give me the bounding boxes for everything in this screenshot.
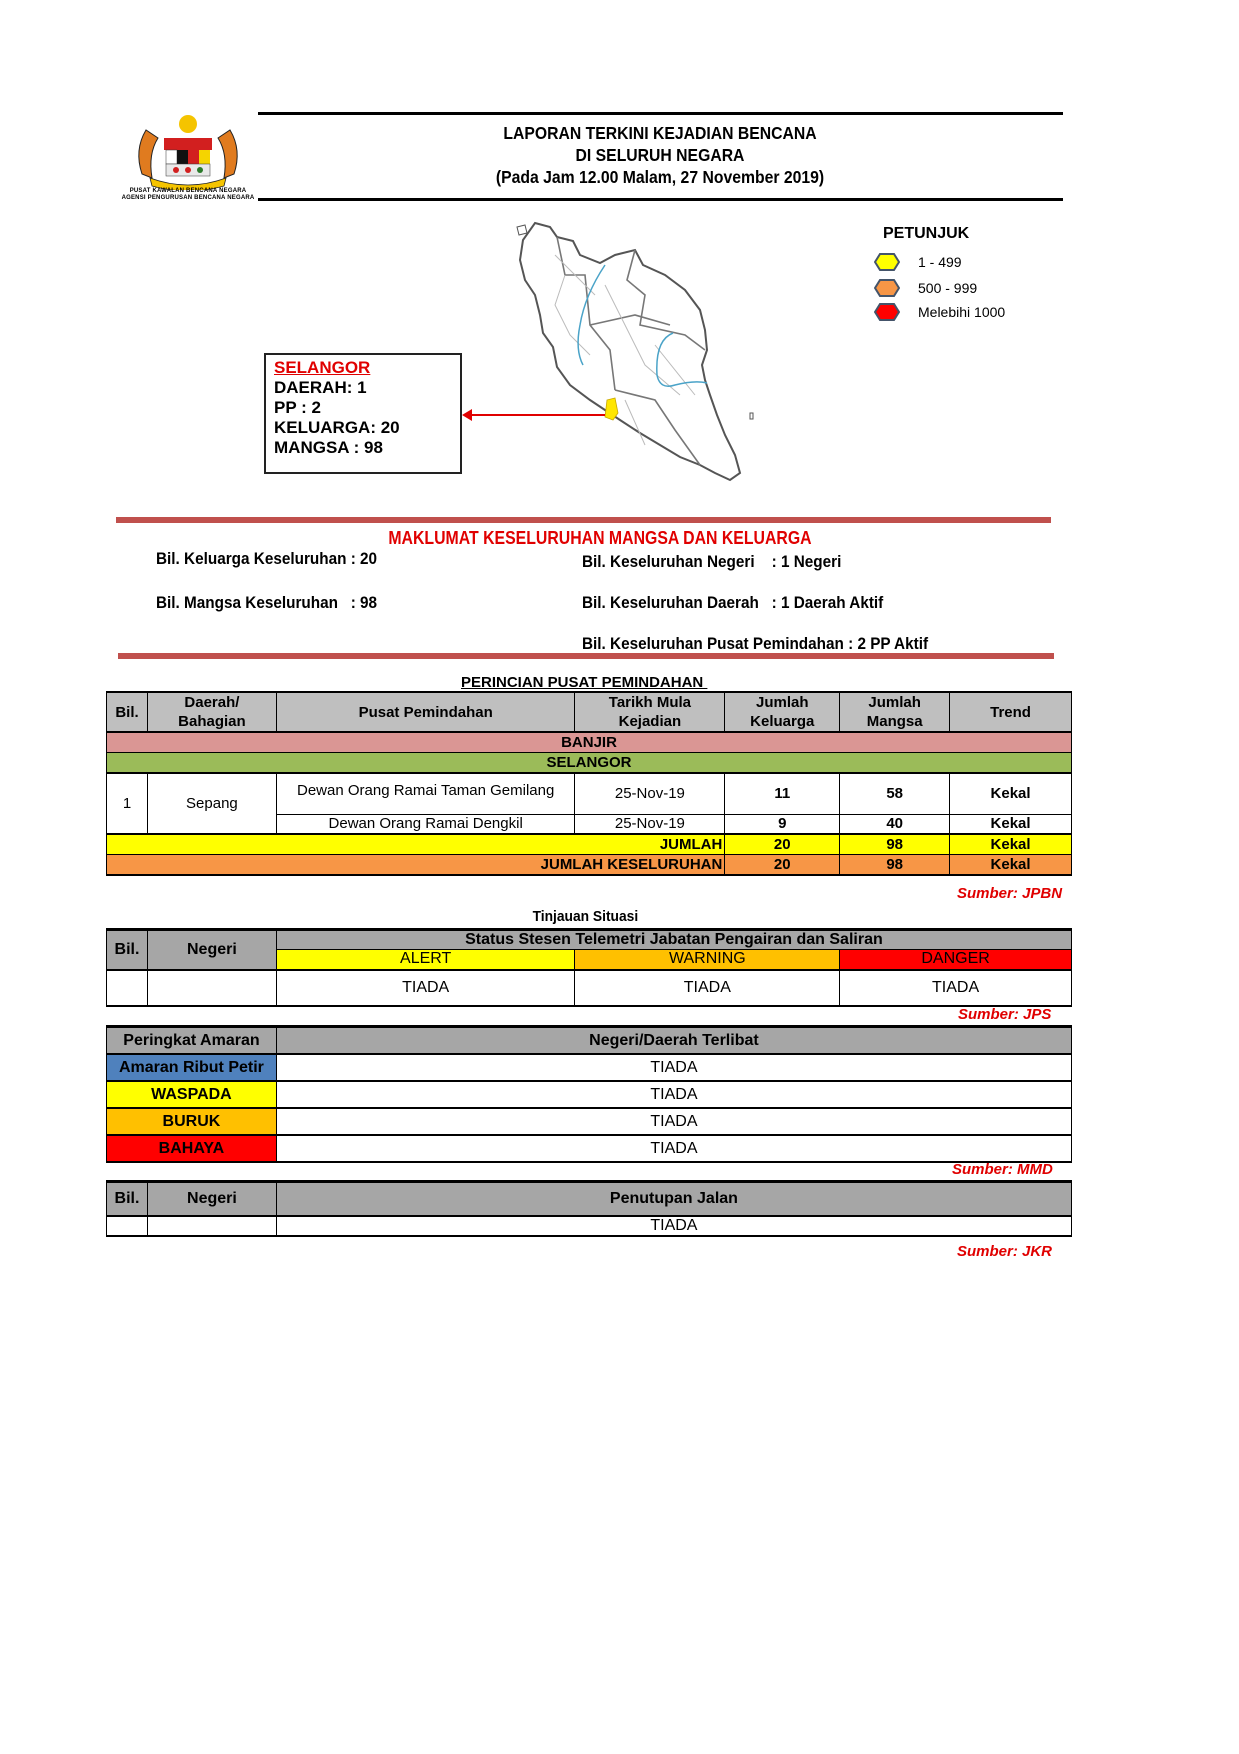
summary-negeri: Bil. Keseluruhan Negeri : 1 Negeri xyxy=(582,552,842,571)
callout-arrow-line xyxy=(470,414,605,416)
title-line-1: LAPORAN TERKINI KEJADIAN BENCANA xyxy=(503,123,817,143)
penutupan-jalan-value: TIADA xyxy=(276,1216,1071,1236)
source-jpbn: Sumber: JPBN xyxy=(957,885,1063,902)
bahaya-value: TIADA xyxy=(276,1135,1071,1162)
header-negeri: Negeri xyxy=(147,1182,276,1216)
arrow-left-icon xyxy=(462,409,472,421)
header-penutupan-jalan: Penutupan Jalan xyxy=(276,1182,1071,1216)
table-row xyxy=(107,773,1072,814)
cell-pusat: Dewan Orang Ramai Taman Gemilang xyxy=(276,773,575,814)
pusat-pemindahan-table xyxy=(106,691,1072,876)
table-row xyxy=(107,1054,1072,1081)
disaster-type-row xyxy=(107,732,1072,753)
cell-bil-empty xyxy=(107,1216,148,1236)
ribut-petir-value: TIADA xyxy=(276,1054,1071,1081)
jumlah-keseluruhan-keluarga: 20 xyxy=(725,855,840,876)
table-row xyxy=(107,1135,1072,1162)
summary-mangsa: Bil. Mangsa Keseluruhan : 98 xyxy=(156,593,378,612)
penutupan-jalan-table xyxy=(106,1180,1072,1237)
cell-negeri-empty xyxy=(147,970,276,1006)
cell-mangsa: 40 xyxy=(840,814,950,834)
header-keluarga: Jumlah Keluarga xyxy=(725,692,840,732)
cell-trend: Kekal xyxy=(950,814,1072,834)
source-jkr: Sumber: JKR xyxy=(957,1243,1053,1260)
danger-value: TIADA xyxy=(840,970,1072,1006)
summary-bottom-rule xyxy=(118,653,1054,659)
jumlah-mangsa: 98 xyxy=(840,834,950,855)
level-warning: WARNING xyxy=(575,950,840,970)
callout-keluarga: KELUARGA: 20 xyxy=(274,418,400,437)
summary-title: MAKLUMAT KESELURUHAN MANGSA DAN KELUARGA xyxy=(388,528,812,548)
jumlah-label: JUMLAH xyxy=(107,834,725,855)
jumlah-keseluruhan-trend: Kekal xyxy=(950,855,1072,876)
alert-value: TIADA xyxy=(276,970,575,1006)
level-ribut-petir: Amaran Ribut Petir xyxy=(107,1054,277,1081)
summary-keluarga: Bil. Keluarga Keseluruhan : 20 xyxy=(156,549,378,568)
header-top-rule xyxy=(258,112,1063,115)
header-bottom-rule xyxy=(258,198,1063,201)
legend-label: 500 - 999 xyxy=(918,280,978,296)
header-pusat: Pusat Pemindahan xyxy=(276,692,575,732)
level-alert: ALERT xyxy=(276,950,575,970)
disaster-type: BANJIR xyxy=(107,732,1072,753)
cell-keluarga: 9 xyxy=(725,814,840,834)
cell-tarikh: 25-Nov-19 xyxy=(575,814,725,834)
callout-daerah: DAERAH: 1 xyxy=(274,378,367,397)
cell-pusat: Dewan Orang Ramai Dengkil xyxy=(276,814,575,834)
peninsular-malaysia-map xyxy=(495,215,760,490)
callout-state: SELANGOR xyxy=(274,358,371,377)
state-name: SELANGOR xyxy=(107,753,1072,774)
cell-negeri-empty xyxy=(147,1216,276,1236)
state-callout-box xyxy=(264,353,462,474)
callout-mangsa: MANGSA : 98 xyxy=(274,438,383,457)
tinjauan-caption: Tinjauan Situasi xyxy=(532,908,639,925)
telemetri-table xyxy=(106,928,1072,1007)
title-line-2: DI SELURUH NEGARA xyxy=(575,145,745,165)
legend-item-high xyxy=(874,302,1005,322)
cell-keluarga: 11 xyxy=(725,773,840,814)
legend-label: Melebihi 1000 xyxy=(918,304,1006,320)
header-bil: Bil. xyxy=(107,1182,148,1216)
title-line-3: (Pada Jam 12.00 Malam, 27 November 2019) xyxy=(495,167,825,187)
jumlah-keseluruhan-mangsa: 98 xyxy=(840,855,950,876)
pp-table-caption: PERINCIAN PUSAT PEMINDAHAN xyxy=(461,674,708,691)
summary-daerah: Bil. Keseluruhan Daerah : 1 Daerah Aktif xyxy=(582,593,884,612)
level-buruk: BURUK xyxy=(107,1108,277,1135)
table-row xyxy=(107,1081,1072,1108)
callout-pp: PP : 2 xyxy=(274,398,321,417)
jumlah-trend: Kekal xyxy=(950,834,1072,855)
cell-bil-empty xyxy=(107,970,148,1006)
cell-daerah: Sepang xyxy=(147,773,276,834)
header-trend: Trend xyxy=(950,692,1072,732)
yellow-hexagon-icon xyxy=(874,253,900,271)
header-negeri-daerah: Negeri/Daerah Terlibat xyxy=(276,1027,1071,1055)
page-title xyxy=(363,122,957,188)
jumlah-keseluruhan-row xyxy=(107,855,1072,876)
level-waspada: WASPADA xyxy=(107,1081,277,1108)
table-header-row xyxy=(107,692,1072,732)
header-negeri: Negeri xyxy=(147,930,276,970)
legend-label: 1 - 499 xyxy=(918,254,962,270)
header-daerah: Daerah/ Bahagian xyxy=(147,692,276,732)
table-row xyxy=(107,1108,1072,1135)
jumlah-keluarga: 20 xyxy=(725,834,840,855)
logo-caption-line1: PUSAT KAWALAN BENCANA NEGARA xyxy=(129,188,247,194)
warning-value: TIADA xyxy=(575,970,840,1006)
header-bil: Bil. xyxy=(107,930,148,970)
logo-caption-line2: AGENSI PENGURUSAN BENCANA NEGARA xyxy=(121,195,255,201)
orange-hexagon-icon xyxy=(874,279,900,297)
source-mmd: Sumber: MMD xyxy=(952,1161,1053,1178)
legend-item-medium xyxy=(874,278,977,298)
summary-top-rule xyxy=(116,517,1051,523)
logo-caption xyxy=(118,188,258,202)
source-jps: Sumber: JPS xyxy=(958,1006,1052,1023)
jumlah-keseluruhan-label: JUMLAH KESELURUHAN xyxy=(107,855,725,876)
summary-pp: Bil. Keseluruhan Pusat Pemindahan : 2 PP Aktif xyxy=(582,634,929,653)
state-row xyxy=(107,753,1072,774)
level-danger: DANGER xyxy=(840,950,1072,970)
red-hexagon-icon xyxy=(874,303,900,321)
jumlah-row xyxy=(107,834,1072,855)
header-tarikh: Tarikh Mula Kejadian xyxy=(575,692,725,732)
buruk-value: TIADA xyxy=(276,1108,1071,1135)
header-mangsa: Jumlah Mangsa xyxy=(840,692,950,732)
header-peringkat-amaran: Peringkat Amaran xyxy=(107,1027,277,1055)
legend-title: PETUNJUK xyxy=(883,225,970,242)
cell-bil: 1 xyxy=(107,773,148,834)
header-bil: Bil. xyxy=(107,692,148,732)
waspada-value: TIADA xyxy=(276,1081,1071,1108)
amaran-table xyxy=(106,1025,1072,1163)
legend-item-low xyxy=(874,252,962,272)
cell-trend: Kekal xyxy=(950,773,1072,814)
cell-tarikh: 25-Nov-19 xyxy=(575,773,725,814)
cell-mangsa: 58 xyxy=(840,773,950,814)
level-bahaya: BAHAYA xyxy=(107,1135,277,1162)
header-status-telemetri: Status Stesen Telemetri Jabatan Pengairan dan Saliran xyxy=(276,930,1071,950)
